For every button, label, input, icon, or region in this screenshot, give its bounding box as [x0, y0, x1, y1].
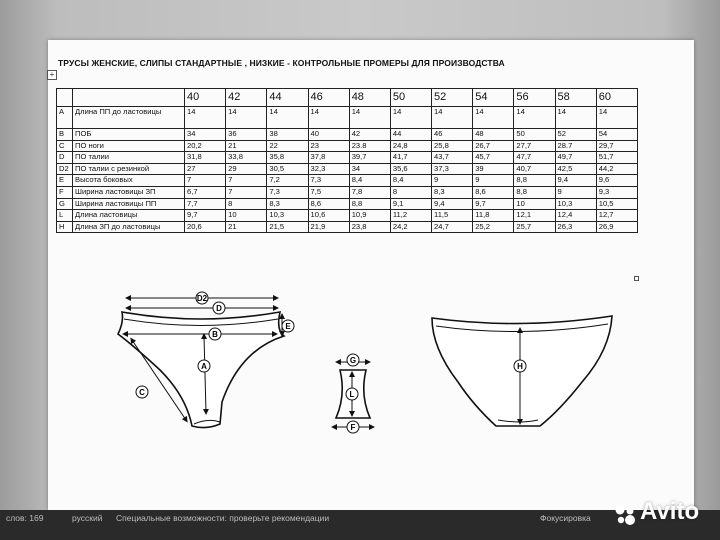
- value-cell: 14: [555, 107, 596, 129]
- value-cell: 23.8: [349, 140, 390, 152]
- value-cell: 11,5: [432, 210, 473, 222]
- value-cell: 10: [226, 210, 267, 222]
- value-cell: 34: [349, 163, 390, 175]
- value-cell: 21,5: [267, 221, 308, 233]
- value-cell: 21: [226, 221, 267, 233]
- value-cell: 12,1: [514, 210, 555, 222]
- value-cell: 14: [514, 107, 555, 129]
- value-cell: 8: [226, 198, 267, 210]
- value-cell: 27: [185, 163, 226, 175]
- marker-f: F: [350, 423, 356, 432]
- value-cell: 8,4: [390, 175, 431, 187]
- accessibility-check[interactable]: Специальные возможности: проверьте рекомендации: [116, 513, 330, 523]
- value-cell: 10,5: [596, 198, 637, 210]
- value-cell: 47,7: [514, 152, 555, 164]
- row-code-cell: H: [57, 221, 73, 233]
- row-label-cell: ПО талии: [73, 152, 185, 164]
- value-cell: 14: [473, 107, 514, 129]
- value-cell: 10,3: [555, 198, 596, 210]
- value-cell: 20,2: [185, 140, 226, 152]
- value-cell: 7,3: [308, 175, 349, 187]
- marker-l: L: [349, 390, 355, 399]
- value-cell: 45,7: [473, 152, 514, 164]
- size-header-cell: 52: [432, 89, 473, 107]
- value-cell: 14: [185, 107, 226, 129]
- value-cell: 11,2: [390, 210, 431, 222]
- value-cell: 10,3: [267, 210, 308, 222]
- value-cell: 6,7: [185, 186, 226, 198]
- value-cell: 9,7: [185, 210, 226, 222]
- value-cell: 44,2: [596, 163, 637, 175]
- value-cell: 25,8: [432, 140, 473, 152]
- size-header-cell: 60: [596, 89, 637, 107]
- row-code-cell: D: [57, 152, 73, 164]
- size-header-cell: 42: [226, 89, 267, 107]
- value-cell: 9,7: [473, 198, 514, 210]
- value-cell: 50: [514, 129, 555, 141]
- value-cell: 8,3: [267, 198, 308, 210]
- value-cell: 7,3: [267, 186, 308, 198]
- value-cell: 8,6: [473, 186, 514, 198]
- value-cell: 46: [432, 129, 473, 141]
- value-cell: 10: [514, 198, 555, 210]
- value-cell: 7,2: [267, 175, 308, 187]
- value-cell: 7: [185, 175, 226, 187]
- size-header-cell: 46: [308, 89, 349, 107]
- marker-e: E: [285, 322, 291, 331]
- value-cell: 29: [226, 163, 267, 175]
- value-cell: 8: [390, 186, 431, 198]
- value-cell: 14: [308, 107, 349, 129]
- value-cell: 10,6: [308, 210, 349, 222]
- value-cell: 8,4: [349, 175, 390, 187]
- size-header-cell: 56: [514, 89, 555, 107]
- row-code-cell: D2: [57, 163, 73, 175]
- value-cell: 8,3: [432, 186, 473, 198]
- value-cell: 7,8: [349, 186, 390, 198]
- value-cell: 7: [226, 186, 267, 198]
- value-cell: 39: [473, 163, 514, 175]
- value-cell: 9,4: [432, 198, 473, 210]
- value-cell: 12,7: [596, 210, 637, 222]
- row-code-cell: F: [57, 186, 73, 198]
- size-header-cell: 44: [267, 89, 308, 107]
- row-label-cell: Длина ЗП до ластовицы: [73, 221, 185, 233]
- value-cell: 26,9: [596, 221, 637, 233]
- row-label-cell: ПО талии с резинкой: [73, 163, 185, 175]
- value-cell: 37,8: [308, 152, 349, 164]
- marker-g: G: [349, 356, 357, 365]
- value-cell: 36: [226, 129, 267, 141]
- value-cell: 25,2: [473, 221, 514, 233]
- value-cell: 8,8: [349, 198, 390, 210]
- value-cell: 21,9: [308, 221, 349, 233]
- marker-c: C: [139, 388, 145, 397]
- marker-h: H: [517, 362, 523, 371]
- value-cell: 9,6: [596, 175, 637, 187]
- value-cell: 8,8: [514, 175, 555, 187]
- row-label-cell: ПОБ: [73, 129, 185, 141]
- table-move-handle-icon[interactable]: +: [47, 70, 57, 80]
- value-cell: 11,8: [473, 210, 514, 222]
- value-cell: 9,1: [390, 198, 431, 210]
- value-cell: 14: [432, 107, 473, 129]
- value-cell: 10,9: [349, 210, 390, 222]
- row-label-cell: Длина ПП до ластовицы: [73, 107, 185, 129]
- row-code-cell: L: [57, 210, 73, 222]
- marker-b: B: [212, 330, 218, 339]
- size-header-cell: 48: [349, 89, 390, 107]
- value-cell: 24,8: [390, 140, 431, 152]
- row-label-cell: Ширина ластовицы ПП: [73, 198, 185, 210]
- value-cell: 7,7: [185, 198, 226, 210]
- size-header-cell: 40: [185, 89, 226, 107]
- value-cell: 40,7: [514, 163, 555, 175]
- value-cell: 14: [390, 107, 431, 129]
- value-cell: 20,6: [185, 221, 226, 233]
- row-label-cell: Длина ластовицы: [73, 210, 185, 222]
- value-cell: 27,7: [514, 140, 555, 152]
- marker-d: D: [216, 304, 222, 313]
- value-cell: 8,8: [514, 186, 555, 198]
- value-cell: 42,5: [555, 163, 596, 175]
- value-cell: 26,7: [473, 140, 514, 152]
- value-cell: 24,7: [432, 221, 473, 233]
- value-cell: 14: [349, 107, 390, 129]
- marker-a: A: [201, 362, 207, 371]
- value-cell: 38: [267, 129, 308, 141]
- row-label-cell: Высота боковых: [73, 175, 185, 187]
- value-cell: 37,3: [432, 163, 473, 175]
- size-header-cell: 58: [555, 89, 596, 107]
- value-cell: 24,2: [390, 221, 431, 233]
- value-cell: 9,4: [555, 175, 596, 187]
- value-cell: 9: [473, 175, 514, 187]
- value-cell: 12,4: [555, 210, 596, 222]
- value-cell: 9: [555, 186, 596, 198]
- value-cell: 22: [267, 140, 308, 152]
- value-cell: 32,3: [308, 163, 349, 175]
- value-cell: 42: [349, 129, 390, 141]
- value-cell: 8,6: [308, 198, 349, 210]
- value-cell: 14: [226, 107, 267, 129]
- value-cell: 7,5: [308, 186, 349, 198]
- value-cell: 14: [596, 107, 637, 129]
- value-cell: 52: [555, 129, 596, 141]
- value-cell: 31,8: [185, 152, 226, 164]
- value-cell: 40: [308, 129, 349, 141]
- document-title: ТРУСЫ ЖЕНСКИЕ, СЛИПЫ СТАНДАРТНЫЕ , НИЗКИЕ - КОНТРОЛЬНЫЕ ПРОМЕРЫ ДЛЯ ПРОИЗВОДСТВА: [58, 58, 505, 68]
- value-cell: 7: [226, 175, 267, 187]
- avito-logo-icon: [614, 504, 636, 526]
- focus-mode[interactable]: Фокусировка: [540, 513, 591, 523]
- value-cell: 9: [432, 175, 473, 187]
- value-cell: 51,7: [596, 152, 637, 164]
- value-cell: 33,8: [226, 152, 267, 164]
- value-cell: 23,8: [349, 221, 390, 233]
- row-label-cell: Ширина ластовицы ЗП: [73, 186, 185, 198]
- value-cell: 44: [390, 129, 431, 141]
- value-cell: 35,8: [267, 152, 308, 164]
- value-cell: 9,3: [596, 186, 637, 198]
- value-cell: 28.7: [555, 140, 596, 152]
- word-count[interactable]: слов: 169: [6, 513, 44, 523]
- value-cell: 43,7: [432, 152, 473, 164]
- size-header-cell: 50: [390, 89, 431, 107]
- status-bar: [0, 510, 720, 540]
- value-cell: 48: [473, 129, 514, 141]
- language-indicator[interactable]: русский: [72, 513, 103, 523]
- value-cell: 23: [308, 140, 349, 152]
- value-cell: 14: [267, 107, 308, 129]
- value-cell: 41,7: [390, 152, 431, 164]
- value-cell: 30,5: [267, 163, 308, 175]
- value-cell: 26,3: [555, 221, 596, 233]
- marker-d2: D2: [196, 294, 208, 303]
- avito-watermark: Avito: [640, 498, 700, 525]
- size-header-cell: 54: [473, 89, 514, 107]
- row-code-cell: G: [57, 198, 73, 210]
- row-code-cell: B: [57, 129, 73, 141]
- value-cell: 34: [185, 129, 226, 141]
- value-cell: 54: [596, 129, 637, 141]
- row-code-cell: A: [57, 107, 73, 129]
- value-cell: 21: [226, 140, 267, 152]
- row-code-cell: E: [57, 175, 73, 187]
- value-cell: 49,7: [555, 152, 596, 164]
- value-cell: 25,7: [514, 221, 555, 233]
- row-label-cell: ПО ноги: [73, 140, 185, 152]
- value-cell: 35,6: [390, 163, 431, 175]
- value-cell: 29,7: [596, 140, 637, 152]
- value-cell: 39,7: [349, 152, 390, 164]
- row-code-cell: C: [57, 140, 73, 152]
